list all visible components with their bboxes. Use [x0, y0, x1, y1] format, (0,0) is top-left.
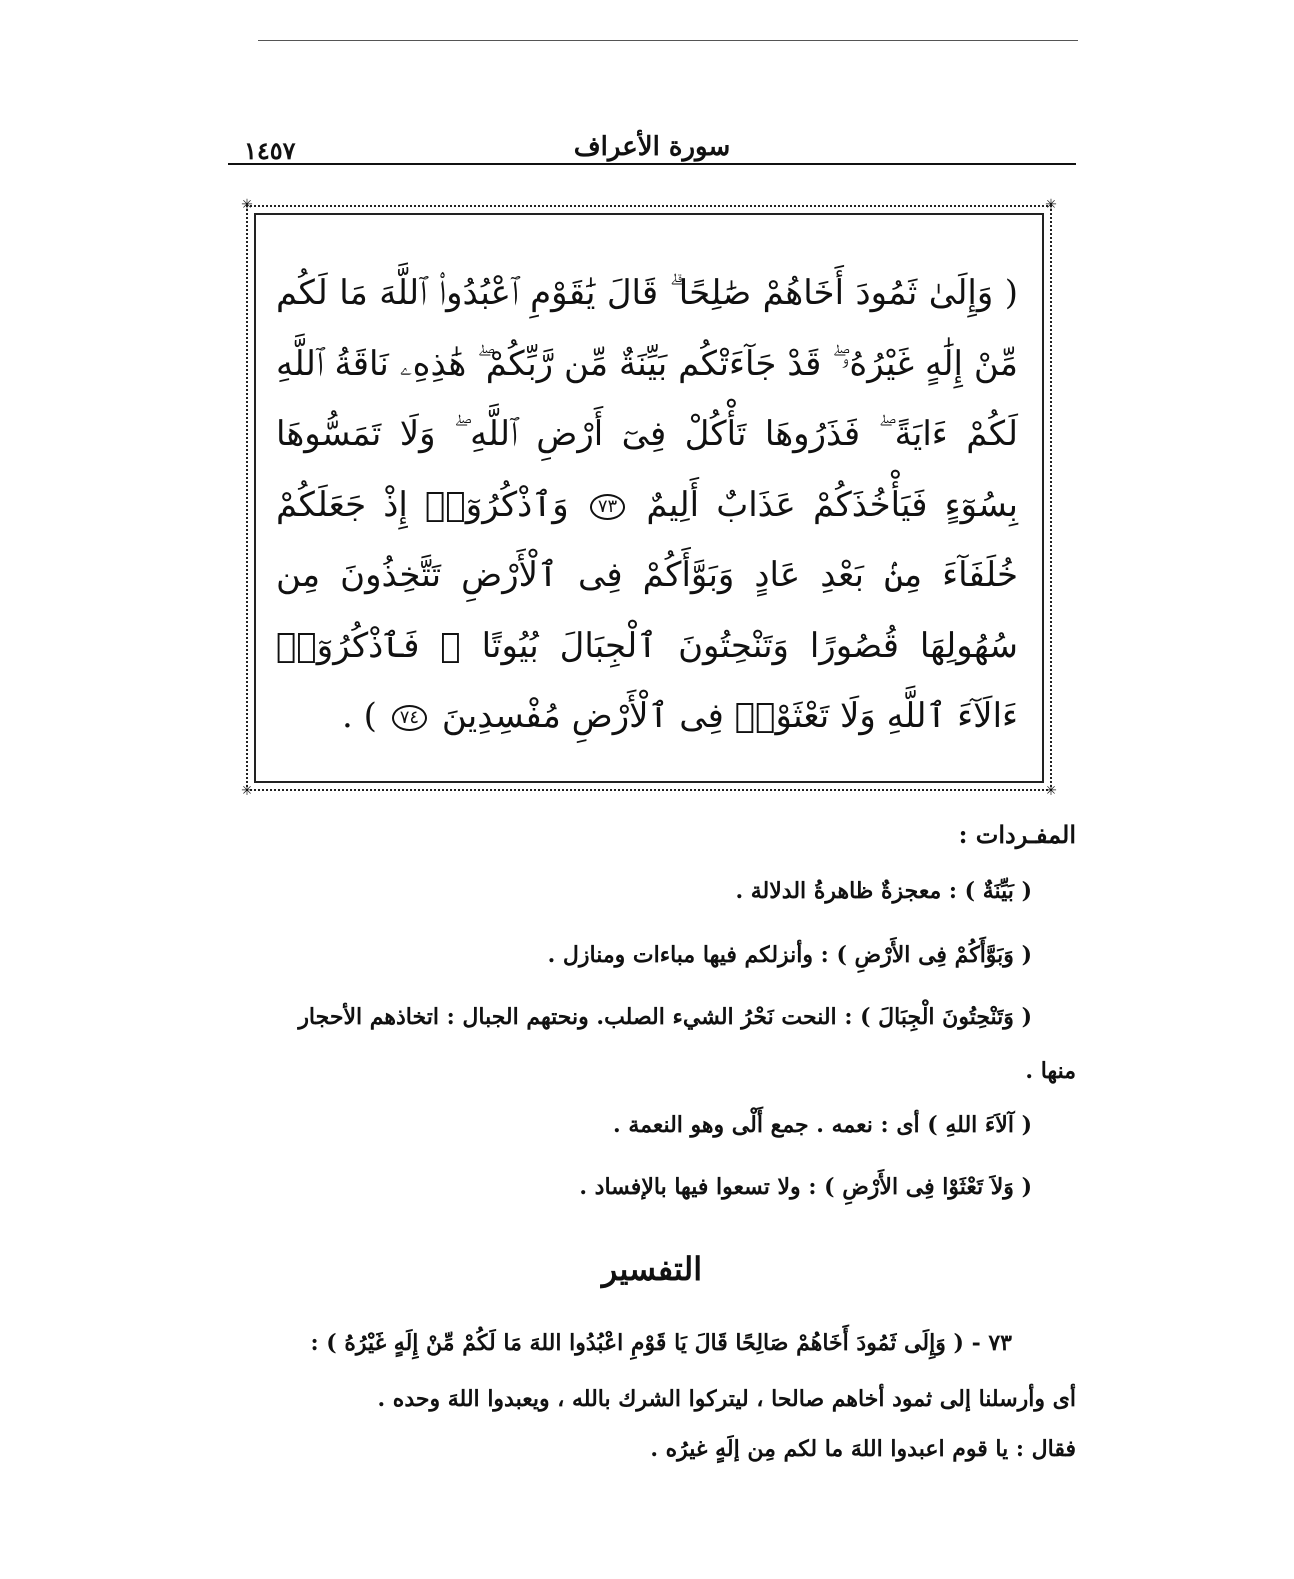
tafsir-verse-quote: ٧٣ - ( وَإِلَى ثَمُودَ أَخَاهُمْ صَالِحًا قَالَ يَا قَوْمِ اعْبُدُوا اللهَ مَا لَكُمْ مِّنْ إِلَهٍ غَيْرُهُ ) : [310, 1330, 1012, 1356]
vocab-entry: ( وَبَوَّأَكُمْ فِى الأَرْضِ ) : وأنزلكم فيها مباءات ومنازل . [547, 942, 1032, 968]
header-rule [228, 163, 1076, 165]
vocab-entry: ( بَيِّنَةٌ ) : معجزةٌ ظاهرةُ الدلالة . [735, 878, 1032, 904]
top-rule [258, 40, 1078, 41]
vocab-entry-continuation: منها . [1025, 1058, 1076, 1084]
vocab-entry: ( وَلاَ تَعْثَوْا فِى الأَرْضِ ) : ولا تسعوا فيها بالإفساد . [579, 1174, 1032, 1200]
vocab-entry: ( وَتَنْحِتُونَ الْجِبَالَ ) : النحت نَحْرُ الشيء الصلب. ونحتهم الجبال : اتخاذهم الأحجار [298, 1004, 1032, 1030]
quran-verses [276, 258, 1018, 752]
tafsir-heading: التفسير [601, 1250, 703, 1288]
vocab-entry: ( آلاَءَ اللهِ ) أى : نعمه . جمع أَلْى وهو النعمة . [613, 1112, 1032, 1138]
verse-text-74: وَٱذْكُرُوٓا۟ إِذْ جَعَلَكُمْ خُلَفَآءَ مِنۢ بَعْدِ عَادٍ وَبَوَّأَكُمْ فِى ٱلْأَرْضِ تَتَّخِذُونَ مِن سُهُولِهَا قُصُورًا وَتَنْحِتُونَ ٱلْجِبَالَ بُيُوتًا ۖ فَٱذْكُرُوٓا۟ ءَالَآءَ ٱللَّهِ وَلَا تَعْثَوْا۟ فِى ٱلْأَرْضِ مُفْسِدِينَ [276, 484, 1018, 736]
frame-star-icon: ✳ [241, 197, 253, 213]
running-header [228, 132, 1076, 172]
tafsir-paragraph: أى وأرسلنا إلى ثمود أخاهم صالحا ، ليتركوا الشرك بالله ، ويعبدوا اللهَ وحده . [377, 1386, 1076, 1412]
ayah-number-73: ٧٣ [590, 494, 625, 520]
frame-star-icon: ✳ [1045, 783, 1057, 799]
page-number: ١٤٥٧ [244, 136, 296, 165]
frame-star-icon: ✳ [1045, 197, 1057, 213]
ayah-number-74: ٧٤ [392, 705, 427, 731]
verse-text-73: ( وَإِلَىٰ ثَمُودَ أَخَاهُمْ صَٰلِحًا ۗ قَالَ يَٰقَوْمِ ٱعْبُدُوا۟ ٱللَّهَ مَا لَكُم مِّنْ إِلَٰهٍ غَيْرُهُۥ ۖ قَدْ جَآءَتْكُم بَيِّنَةٌ مِّن رَّبِّكُمْ ۖ هَٰذِهِۦ نَاقَةُ ٱللَّهِ لَكُمْ ءَايَةً ۖ فَذَرُوهَا تَأْكُلْ فِىٓ أَرْضِ ٱللَّهِ ۖ وَلَا تَمَسُّوهَا بِسُوٓءٍ فَيَأْخُذَكُمْ عَذَابٌ أَلِيمٌ [276, 273, 1019, 525]
frame-star-icon: ✳ [241, 783, 253, 799]
surah-name: سورة الأعراف [573, 132, 731, 162]
vocabulary-heading: المفـردات : [958, 820, 1076, 849]
tafsir-paragraph: فقال : يا قوم اعبدوا اللهَ ما لكم مِن إلَهٍ غيرُه . [650, 1436, 1076, 1462]
verse-closing: ) . [342, 696, 377, 736]
